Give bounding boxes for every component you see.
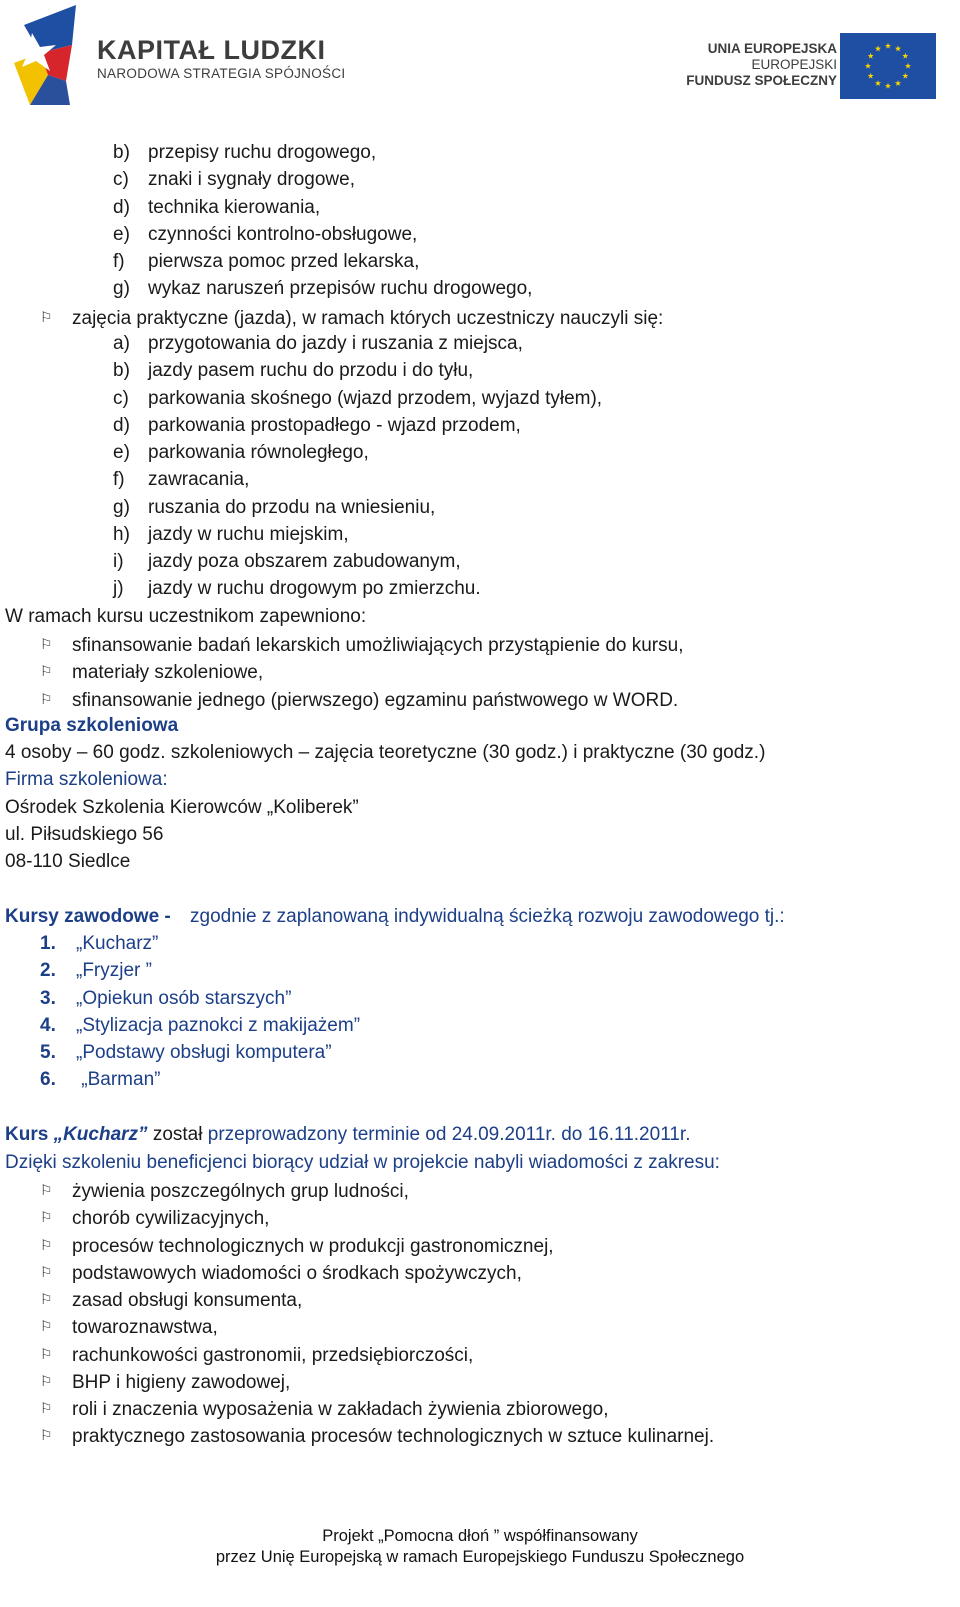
vocational-heading: Kursy zawodowe -: [5, 906, 171, 927]
practice-item: [113, 332, 523, 356]
topic-item: [40, 1314, 218, 1340]
flag-bullet-icon: ⚐: [40, 1427, 53, 1444]
topic-item: [40, 1260, 522, 1286]
item-text: technika kierowania,: [148, 196, 321, 218]
provided-intro: W ramach kursu uczestnikom zapewniono:: [5, 606, 367, 627]
company-name: Ośrodek Szkolenia Kierowców „Koliberek”: [5, 797, 359, 818]
theory-item: [113, 277, 532, 301]
company-heading: Firma szkoleniowa:: [5, 769, 168, 790]
practice-intro: zajęcia praktyczne (jazda), w ramach których uczestniczy nauczyli się:: [72, 308, 664, 329]
item-text: jazdy pasem ruchu do przodu i do tyłu,: [148, 360, 474, 382]
practice-item: [113, 359, 473, 383]
flag-bullet-icon: ⚐: [40, 1318, 53, 1335]
course-item: [40, 1068, 160, 1092]
item-text: parkowania prostopadłego - wjazd przodem,: [148, 414, 521, 436]
flag-bullet-icon: ⚐: [40, 1263, 53, 1280]
topic-item-text: rachunkowości gastronomii, przedsiębiorczości,: [72, 1344, 474, 1366]
item-text: przygotowania do jazdy i ruszania z miejsca,: [148, 333, 523, 354]
kapital-ludzki-text: [97, 36, 345, 81]
course-name: „Barman”: [76, 1069, 161, 1091]
item-text: znaki i sygnały drogowe,: [148, 169, 355, 191]
eu-flag-icon: [840, 33, 936, 99]
eu-logo-text: [686, 41, 837, 89]
course-name: „Opiekun osób starszych”: [76, 987, 292, 1009]
provided-item-text: sfinansowanie jednego (pierwszego) egzaminu państwowego w WORD.: [72, 689, 679, 711]
flag-bullet-icon: ⚐: [40, 1209, 53, 1226]
course-number: 2.: [40, 960, 56, 982]
topic-item-text: chorób cywilizacyjnych,: [72, 1208, 270, 1230]
course-item: [40, 1014, 360, 1038]
practice-item: [113, 523, 349, 547]
practice-item: [113, 496, 435, 520]
item-label: a): [113, 333, 130, 354]
kapital-ludzki-title: KAPITAŁ LUDZKI: [97, 35, 326, 65]
item-label: g): [113, 496, 130, 518]
course-item: [40, 987, 291, 1011]
company-city: 08-110 Siedlce: [5, 851, 131, 872]
flag-bullet-icon: ⚐: [40, 636, 53, 652]
topic-item-text: podstawowych wiadomości o środkach spożywczych,: [72, 1262, 522, 1284]
vocational-description: zgodnie z zaplanowaną indywidualną ścieżką rozwoju zawodowego tj.:: [190, 906, 785, 927]
practice-item: [113, 414, 521, 438]
item-label: g): [113, 278, 130, 300]
eu-line3: FUNDUSZ SPOŁECZNY: [686, 73, 837, 88]
item-text: jazdy w ruchu miejskim,: [148, 523, 349, 545]
topic-item: [40, 1369, 290, 1395]
flag-bullet-icon: ⚐: [40, 1345, 53, 1362]
theory-item: [113, 141, 376, 165]
cook-intro: Dzięki szkoleniu beneficjenci biorący udział w projekcie nabyli wiadomości z zakresu:: [5, 1152, 720, 1173]
cook-label: Kurs: [5, 1124, 49, 1145]
item-label: f): [113, 251, 125, 272]
item-text: parkowania równoległego,: [148, 442, 369, 463]
eu-line2: EUROPEJSKI: [751, 57, 837, 72]
theory-item: [113, 223, 417, 247]
item-text: zawracania,: [148, 469, 250, 491]
course-name: „Kucharz”: [76, 933, 159, 954]
item-text: przepisy ruchu drogowego,: [148, 142, 377, 163]
course-number: 5.: [40, 1042, 56, 1063]
cook-course-line: [5, 1123, 690, 1147]
provided-item: [40, 687, 678, 713]
course-number: 6.: [40, 1069, 56, 1091]
topic-item: [40, 1342, 473, 1368]
cook-status: został: [152, 1124, 203, 1145]
item-label: c): [113, 169, 129, 191]
topic-item-text: BHP i higieny zawodowej,: [72, 1371, 291, 1393]
course-number: 3.: [40, 987, 56, 1009]
eu-line1: UNIA EUROPEJSKA: [707, 41, 837, 56]
flag-bullet-icon: ⚐: [40, 663, 53, 680]
flag-bullet-icon: ⚐: [40, 1182, 53, 1198]
item-text: wykaz naruszeń przepisów ruchu drogowego,: [148, 278, 533, 300]
flag-bullet-icon: ⚐: [40, 1400, 53, 1416]
practice-item: [113, 441, 369, 465]
topic-item-text: roli i znaczenia wyposażenia w zakładach żywienia zbiorowego,: [72, 1399, 609, 1420]
topic-item-text: żywienia poszczególnych grup ludności,: [72, 1181, 409, 1202]
theory-item: [113, 250, 419, 274]
provided-item-text: materiały szkoleniowe,: [72, 662, 264, 684]
item-label: d): [113, 196, 130, 218]
group-text: 4 osoby – 60 godz. szkoleniowych – zajęcia teoretyczne (30 godz.) i praktyczne (30 godz.): [5, 742, 766, 763]
provided-item-text: sfinansowanie badań lekarskich umożliwiających przystąpienie do kursu,: [72, 635, 684, 656]
flag-bullet-icon: ⚐: [40, 1372, 53, 1389]
item-text: jazdy poza obszarem zabudowanym,: [148, 551, 461, 572]
kapital-ludzki-subtitle: NARODOWA STRATEGIA SPÓJNOŚCI: [97, 66, 346, 81]
page-header: [0, 0, 960, 110]
topic-item: [40, 1396, 609, 1422]
course-item: [40, 959, 152, 983]
flag-bullet-icon: ⚐: [40, 690, 53, 707]
item-label: h): [113, 523, 130, 545]
course-item: [40, 932, 158, 956]
flag-bullet-icon: ⚐: [40, 1236, 53, 1253]
topic-item-text: towaroznawstwa,: [72, 1317, 218, 1339]
course-item: [40, 1041, 332, 1065]
course-name: „Podstawy obsługi komputera”: [76, 1042, 332, 1063]
cook-name: „Kucharz”: [53, 1124, 148, 1145]
course-name: „Stylizacja paznokci z makijażem”: [76, 1014, 361, 1036]
practice-item: [113, 387, 602, 411]
topic-item-text: praktycznego zastosowania procesów technologicznych w sztuce kulinarnej.: [72, 1426, 715, 1448]
item-text: pierwsza pomoc przed lekarska,: [148, 251, 420, 272]
practice-item: [113, 550, 461, 574]
item-label: f): [113, 469, 125, 491]
practice-item: [113, 468, 249, 492]
item-label: b): [113, 142, 130, 163]
vocational-heading-line: [5, 905, 785, 929]
item-text: ruszania do przodu na wniesieniu,: [148, 496, 436, 518]
item-label: e): [113, 442, 130, 463]
item-label: e): [113, 223, 130, 245]
topic-item: [40, 1287, 302, 1313]
topic-item: [40, 1178, 409, 1204]
flag-bullet-icon: ⚐: [40, 1291, 53, 1307]
footer-line1: Projekt „Pomocna dłoń ” współfinansowany: [322, 1527, 638, 1545]
item-text: jazdy w ruchu drogowym po zmierzchu.: [148, 578, 481, 600]
company-street: ul. Piłsudskiego 56: [5, 824, 164, 845]
item-label: b): [113, 360, 130, 382]
item-text: parkowania skośnego (wjazd przodem, wyjazd tyłem),: [148, 387, 603, 409]
kapital-ludzki-logo: [10, 5, 76, 105]
item-text: czynności kontrolno-obsługowe,: [148, 223, 418, 245]
provided-item: [40, 632, 683, 658]
course-number: 1.: [40, 933, 56, 954]
group-heading: Grupa szkoleniowa: [5, 715, 179, 736]
topic-item: [40, 1205, 269, 1231]
theory-item: [113, 196, 320, 220]
course-name: „Fryzjer ”: [76, 960, 152, 982]
item-label: i): [113, 551, 124, 572]
item-label: c): [113, 387, 129, 409]
theory-item: [113, 168, 355, 192]
practice-item: [113, 577, 481, 601]
item-label: j): [113, 578, 124, 600]
practice-intro-item: [40, 305, 663, 331]
provided-item: [40, 659, 263, 685]
course-number: 4.: [40, 1014, 56, 1036]
flag-bullet-icon: ⚐: [40, 309, 53, 325]
cook-dates: przeprowadzony terminie od 24.09.2011r. do 16.11.2011r.: [207, 1124, 691, 1145]
topic-item-text: zasad obsługi konsumenta,: [72, 1290, 303, 1311]
topic-item: [40, 1423, 714, 1449]
topic-item-text: procesów technologicznych w produkcji gastronomicznej,: [72, 1235, 554, 1257]
topic-item: [40, 1233, 554, 1259]
item-label: d): [113, 414, 130, 436]
footer-line2: przez Unię Europejską w ramach Europejskiego Funduszu Społecznego: [215, 1548, 745, 1566]
